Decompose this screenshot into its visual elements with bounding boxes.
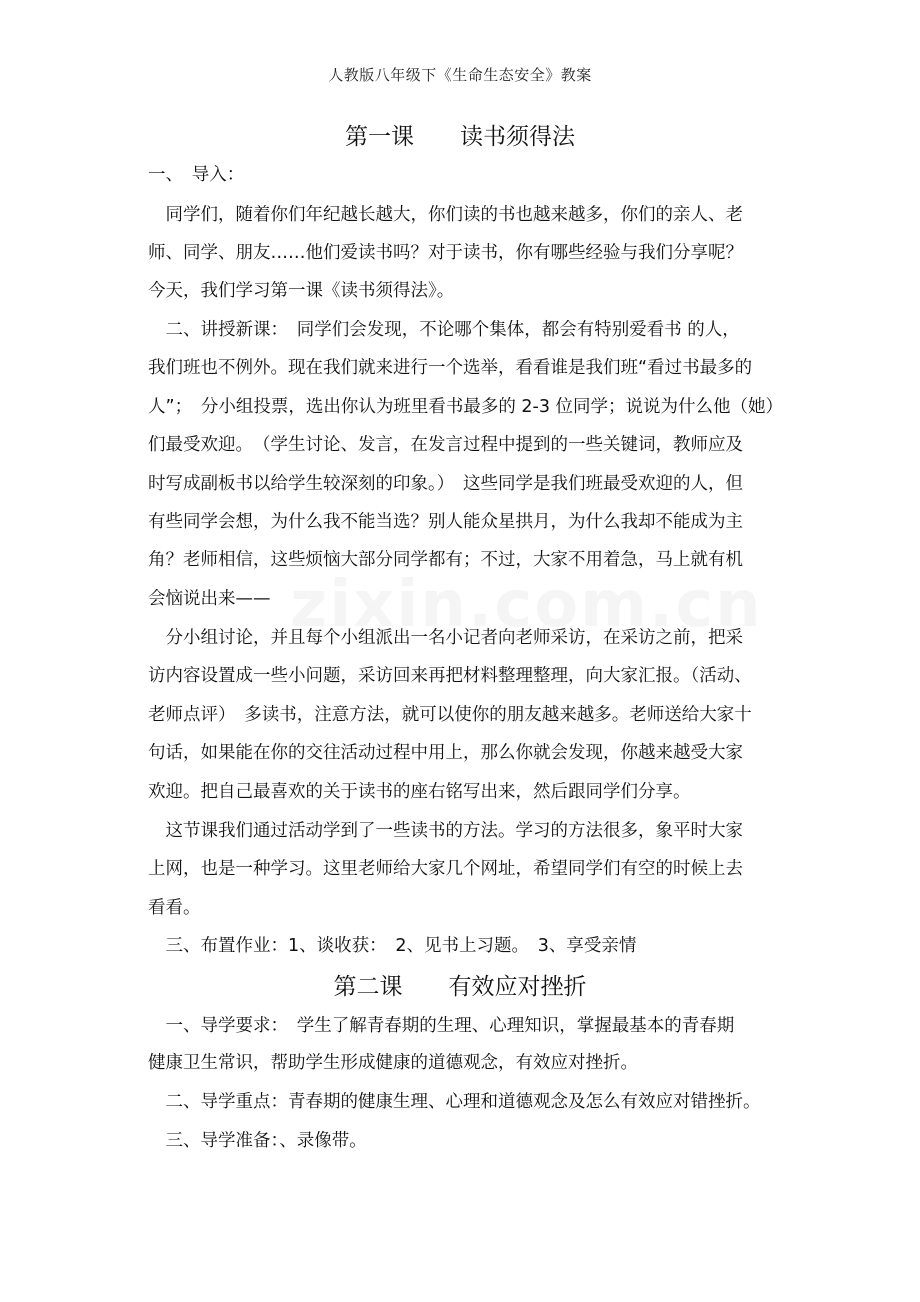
lesson2-title: 第二课 有效应对挫折 [333,974,587,1000]
page-header: 人教版八年级下《生命生态安全》教案 [328,66,592,84]
lesson1-line: 们最受欢迎。 （学生讨论、发言，在发言过程中提到的一些关键词，教师应及 [148,435,743,455]
lesson1-line: 一、 导入： [148,165,245,185]
lesson1-line: 今天，我们学习第一课《读书须得法》。 [148,281,455,301]
lesson1-line: 同学们，随着你们年纪越长越大，你们读的书也越来越多，你们的亲人、老 [148,205,743,225]
lesson1-line: 人”； 分小组投票，选出你认为班里看书最多的 2-3 位同学；说说为什么他（她） [148,397,784,417]
lesson2-line: 健康卫生常识，帮助学生形成健康的道德观念，有效应对挫折。 [148,1053,638,1073]
lesson1-line: 时写成副板书以给学生较深刻的印象。） 这些同学是我们班最受欢迎的人，但 [148,474,743,494]
lesson1-line: 角？老师相信，这些烦恼大部分同学都有；不过，大家不用着急，马上就有机 [148,550,743,570]
lesson2-line: 三、导学准备：、录像带。 [148,1131,367,1151]
lesson2-line: 一、导学要求： 学生了解青春期的生理、心理知识，掌握最基本的青春期 [148,1016,735,1036]
lesson1-line: 访内容设置成一些小问题，采访回来再把材料整理整理，向大家汇报。（活动、 [148,666,752,686]
lesson1-line: 老师点评） 多读书，注意方法，就可以使你的朋友越来越多。老师送给大家十 [148,705,752,725]
lesson1-title: 第一课 读书须得法 [345,124,575,150]
lesson1-homework-line: 三、布置作业：1、谈收获： 2、见书上习题。 3、享受亲情 [148,936,637,956]
lesson1-line: 看看。 [148,898,201,918]
lesson1-line: 分小组讨论，并且每个小组派出一名小记者向老师采访，在采访之前，把采 [148,628,743,648]
lesson1-line: 句话，如果能在你的交往活动过程中用上，那么你就会发现，你越来越受大家 [148,743,743,763]
lesson1-line: 这节课我们通过活动学到了一些读书的方法。学习的方法很多，象平时大家 [148,821,743,841]
lesson2-line: 二、导学重点：青春期的健康生理、心理和道德观念及怎么有效应对错挫折。 [148,1092,761,1112]
lesson1-line: 会恼说出来—— [148,589,271,609]
lesson1-line: 有些同学会想，为什么我不能当选？别人能众星拱月，为什么我却不能成为主 [148,512,743,532]
lesson1-line: 师、同学、朋友……他们爱读书吗？对于读书，你有哪些经验与我们分享呢？ [148,243,743,263]
watermark [290,568,763,642]
lesson1-line: 欢迎。把自己最喜欢的关于读书的座右铭写出来，然后跟同学们分享。 [148,782,691,802]
lesson1-line: 我们班也不例外。现在我们就来进行一个选举，看看谁是我们班“看过书最多的 [148,358,753,378]
lesson1-line: 二、讲授新课： 同学们会发现，不论哪个集体，都会有特别爱看书 的人， [148,320,740,340]
lesson1-line: 上网，也是一种学习。这里老师给大家几个网址，希望同学们有空的时候上去 [148,859,743,879]
